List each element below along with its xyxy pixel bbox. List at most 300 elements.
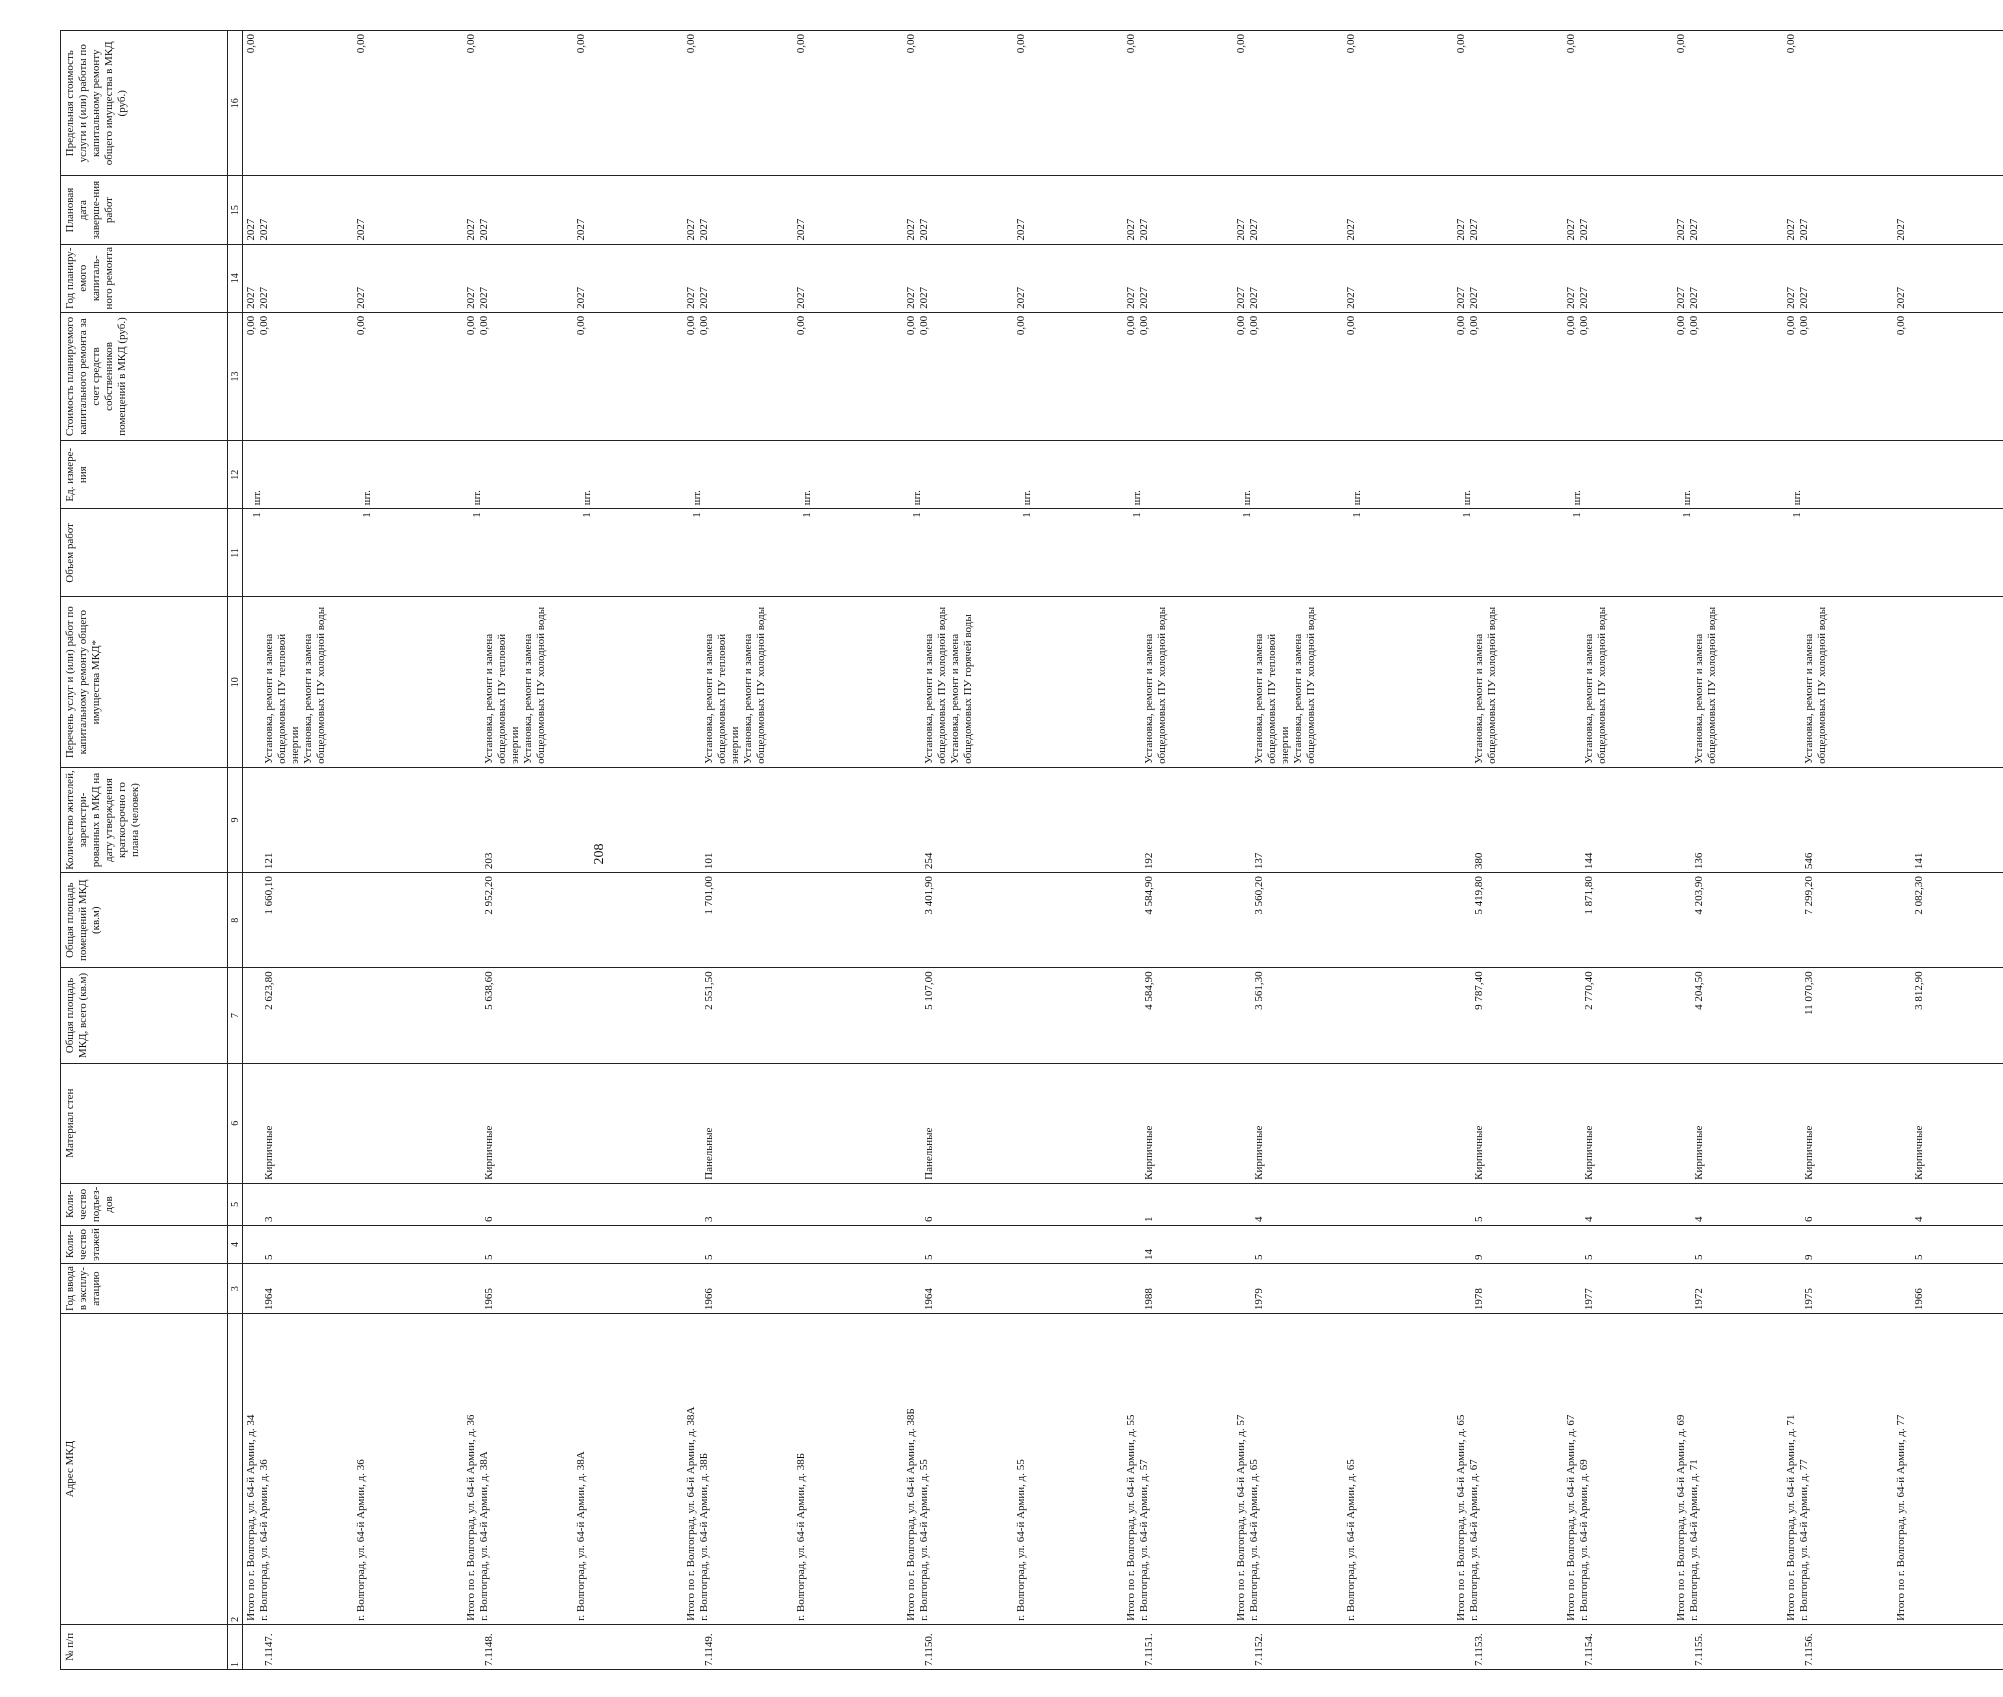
works-list-line: Установка, ремонт и замена общедомовых ПУ холодной воды xyxy=(522,606,547,764)
residents-cell: 144 xyxy=(1563,767,1673,872)
col-number: 14 xyxy=(228,244,243,312)
works-list-cell xyxy=(353,597,463,767)
cost-line: 0,00 xyxy=(1785,315,1797,336)
unit-cell: шт. xyxy=(683,441,793,509)
works-list-line: Установка, ремонт и замена общедомовых ПУ холодной воды xyxy=(1143,606,1168,764)
cost-line: 0,00 xyxy=(1248,315,1260,336)
floors-cell: 5 xyxy=(683,1225,793,1263)
planned-year-line: 2027 xyxy=(465,286,477,309)
residents-cell xyxy=(1013,767,1123,872)
cost-line: 0,00 xyxy=(1468,315,1480,336)
cost-line: 0,00 xyxy=(1345,315,1357,336)
room-area-cell: 5 419,80 xyxy=(1453,873,1563,968)
col-number: 2 xyxy=(228,1314,243,1625)
planned-year-line: 2027 xyxy=(1248,286,1260,309)
planned-year-cell xyxy=(1563,244,1673,312)
works-list-line: Установка, ремонт и замена общедомовых ПУ тепловой энергии xyxy=(703,633,741,764)
volume-cell: 1 xyxy=(243,509,354,597)
wall-material-cell: Кирпичные xyxy=(243,1063,354,1183)
end-date-cell xyxy=(1123,176,1233,244)
floors-cell: 5 xyxy=(903,1225,1013,1263)
room-area-cell xyxy=(353,873,463,968)
floors-cell: 9 xyxy=(1783,1225,1893,1263)
cost-line: 0,00 xyxy=(1455,315,1467,336)
table-row xyxy=(1233,31,1343,1670)
wall-material-cell: Кирпичные xyxy=(1783,1063,1893,1183)
cost-cell xyxy=(243,312,354,440)
end-date-line: 2027 xyxy=(1578,218,1590,241)
address-line: г. Волгоград, ул. 64-й Армии, д. 67 xyxy=(1468,1459,1480,1621)
unit-cell: шт. xyxy=(1123,441,1233,509)
works-list-cell xyxy=(1013,597,1123,767)
unit-cell: шт. xyxy=(1233,441,1343,509)
address-cell xyxy=(683,1314,793,1625)
address-line: г. Волгоград, ул. 64-й Армии, д. 77 xyxy=(1798,1459,1810,1621)
row-number-cell: 7.1151. xyxy=(1123,1624,1233,1669)
room-area-cell xyxy=(573,873,683,968)
end-date-cell xyxy=(353,176,463,244)
room-area-cell: 3 401,90 xyxy=(903,873,1013,968)
entrances-cell xyxy=(793,1183,903,1225)
col-header: Год ввода в эксплу-атацию xyxy=(61,1264,228,1314)
address-line: Итого по г. Волгоград, ул. 64-й Армии, д. 38Б xyxy=(905,1408,917,1621)
total-area-cell xyxy=(1013,968,1123,1063)
cost-line: 0,00 xyxy=(685,315,697,336)
end-date-line: 2027 xyxy=(478,218,490,241)
residents-cell xyxy=(1343,767,1453,872)
col-header: Адрес МКД xyxy=(61,1314,228,1625)
address-line: г. Волгоград, ул. 64-й Армии, д. 57 xyxy=(1138,1459,1150,1621)
address-line: г. Волгоград, ул. 64-й Армии, д. 65 xyxy=(1345,1459,1357,1621)
col-header: Количество жителей, зарегистри-рованных в МКД на дату утверждения краткосрочно го плана (человек) xyxy=(61,767,228,872)
planned-year-line: 2027 xyxy=(1565,286,1577,309)
room-area-cell: 1 701,00 xyxy=(683,873,793,968)
end-date-cell xyxy=(1893,176,2003,244)
end-date-cell xyxy=(573,176,683,244)
total-area-cell: 4 584,90 xyxy=(1123,968,1233,1063)
end-date-line: 2027 xyxy=(1798,218,1810,241)
cost-cell xyxy=(1673,312,1783,440)
row-number-cell: 7.1153. xyxy=(1453,1624,1563,1669)
address-line: г. Волгоград, ул. 64-й Армии, д. 36 xyxy=(258,1459,270,1621)
end-date-line: 2027 xyxy=(575,218,587,241)
table-row xyxy=(1893,31,2003,1670)
address-line: г. Волгоград, ул. 64-й Армии, д. 38Б xyxy=(795,1452,807,1621)
room-area-cell: 1 660,10 xyxy=(243,873,354,968)
entrances-cell xyxy=(1013,1183,1123,1225)
cost-cell xyxy=(1233,312,1343,440)
address-line: г. Волгоград, ул. 64-й Армии, д. 38А xyxy=(575,1451,587,1621)
planned-year-line: 2027 xyxy=(795,286,807,309)
address-cell xyxy=(1123,1314,1233,1625)
volume-cell: 1 xyxy=(463,509,573,597)
works-list-line: Установка, ремонт и замена общедомовых ПУ холодной воды xyxy=(1693,606,1718,764)
end-date-line: 2027 xyxy=(1248,218,1260,241)
address-line: г. Волгоград, ул. 64-й Армии, д. 55 xyxy=(918,1459,930,1621)
planned-year-line: 2027 xyxy=(1125,286,1137,309)
volume-cell xyxy=(1893,509,2003,597)
address-line: Итого по г. Волгоград, ул. 64-й Армии, д. 55 xyxy=(1125,1414,1137,1621)
entrances-cell: 6 xyxy=(463,1183,573,1225)
header-row xyxy=(61,31,228,1670)
unit-cell xyxy=(1893,441,2003,509)
col-number: 10 xyxy=(228,597,243,767)
floors-cell xyxy=(1013,1225,1123,1263)
table-row xyxy=(1343,31,1453,1670)
year-built-cell: 1979 xyxy=(1233,1264,1343,1314)
floors-cell: 5 xyxy=(1233,1225,1343,1263)
col-header: Материал стен xyxy=(61,1063,228,1183)
planned-year-line: 2027 xyxy=(918,286,930,309)
planned-year-cell xyxy=(463,244,573,312)
year-built-cell: 1964 xyxy=(243,1264,354,1314)
room-area-cell: 4 584,90 xyxy=(1123,873,1233,968)
total-area-cell: 2 551,50 xyxy=(683,968,793,1063)
year-built-cell: 1965 xyxy=(463,1264,573,1314)
cost-line: 0,00 xyxy=(1125,315,1137,336)
year-built-cell: 1975 xyxy=(1783,1264,1893,1314)
volume-cell: 1 xyxy=(1233,509,1343,597)
room-area-cell: 2 082,30 xyxy=(1893,873,2003,968)
address-line: Итого по г. Волгоград, ул. 64-й Армии, д. 77 xyxy=(1895,1414,1907,1621)
address-line: г. Волгоград, ул. 64-й Армии, д. 36 xyxy=(355,1459,367,1621)
limit-cost-cell: 0,00 xyxy=(1453,31,1563,177)
table-body xyxy=(243,31,2003,1670)
limit-cost-cell: 0,00 xyxy=(353,31,463,177)
year-built-cell xyxy=(793,1264,903,1314)
col-number: 12 xyxy=(228,441,243,509)
end-date-line: 2027 xyxy=(355,218,367,241)
year-built-cell xyxy=(1013,1264,1123,1314)
unit-cell: шт. xyxy=(1013,441,1123,509)
table-row xyxy=(1453,31,1563,1670)
cost-line: 0,00 xyxy=(1138,315,1150,336)
planned-year-line: 2027 xyxy=(1345,286,1357,309)
col-number: 1 xyxy=(228,1624,243,1669)
planned-year-line: 2027 xyxy=(258,286,270,309)
planned-year-cell xyxy=(793,244,903,312)
cost-line: 0,00 xyxy=(905,315,917,336)
limit-cost-cell: 0,00 xyxy=(1673,31,1783,177)
planned-year-line: 2027 xyxy=(1468,286,1480,309)
works-list-cell xyxy=(1893,597,2003,767)
page-number: 208 xyxy=(592,843,607,865)
planned-year-line: 2027 xyxy=(1675,286,1687,309)
address-cell xyxy=(1893,1314,2003,1625)
cost-cell xyxy=(1013,312,1123,440)
entrances-cell: 6 xyxy=(1783,1183,1893,1225)
address-line: Итого по г. Волгоград, ул. 64-й Армии, д. 36 xyxy=(465,1414,477,1621)
volume-cell: 1 xyxy=(683,509,793,597)
wall-material-cell xyxy=(793,1063,903,1183)
end-date-line: 2027 xyxy=(1468,218,1480,241)
col-header: Коли-чество этажей xyxy=(61,1225,228,1263)
planned-year-cell xyxy=(683,244,793,312)
works-list-line: Установка, ремонт и замена общедомовых ПУ холодной воды xyxy=(1292,606,1317,764)
entrances-cell xyxy=(1343,1183,1453,1225)
unit-cell: шт. xyxy=(1673,441,1783,509)
address-cell xyxy=(573,1314,683,1625)
cost-line: 0,00 xyxy=(258,315,270,336)
room-area-cell: 7 299,20 xyxy=(1783,873,1893,968)
works-list-cell xyxy=(1783,597,1893,767)
room-area-cell xyxy=(1013,873,1123,968)
unit-cell: шт. xyxy=(793,441,903,509)
end-date-line: 2027 xyxy=(1895,218,1907,241)
end-date-cell xyxy=(463,176,573,244)
room-area-cell: 2 952,20 xyxy=(463,873,573,968)
row-number-cell: 7.1156. xyxy=(1783,1624,1893,1669)
end-date-cell xyxy=(1783,176,1893,244)
address-line: г. Волгоград, ул. 64-й Армии, д. 65 xyxy=(1248,1459,1260,1621)
unit-cell: шт. xyxy=(243,441,354,509)
row-number-cell xyxy=(353,1624,463,1669)
floors-cell: 5 xyxy=(463,1225,573,1263)
table-row xyxy=(1783,31,1893,1670)
row-number-cell: 7.1148. xyxy=(463,1624,573,1669)
cost-line: 0,00 xyxy=(1895,315,1907,336)
cost-line: 0,00 xyxy=(1578,315,1590,336)
entrances-cell xyxy=(353,1183,463,1225)
planned-year-cell xyxy=(903,244,1013,312)
col-header: № п/п xyxy=(61,1624,228,1669)
room-area-cell: 1 871,80 xyxy=(1563,873,1673,968)
works-list-cell xyxy=(683,597,793,767)
col-number: 11 xyxy=(228,509,243,597)
planned-year-line: 2027 xyxy=(1578,286,1590,309)
cost-line: 0,00 xyxy=(465,315,477,336)
end-date-cell xyxy=(1563,176,1673,244)
wall-material-cell xyxy=(353,1063,463,1183)
limit-cost-cell: 0,00 xyxy=(793,31,903,177)
planned-year-line: 2027 xyxy=(905,286,917,309)
planned-year-line: 2027 xyxy=(1895,286,1907,309)
planned-year-cell xyxy=(1343,244,1453,312)
table-row xyxy=(573,31,683,1670)
address-line: г. Волгоград, ул. 64-й Армии, д. 38Б xyxy=(698,1452,710,1621)
entrances-cell: 4 xyxy=(1563,1183,1673,1225)
cost-cell xyxy=(1123,312,1233,440)
end-date-line: 2027 xyxy=(258,218,270,241)
cost-line: 0,00 xyxy=(1688,315,1700,336)
limit-cost-cell xyxy=(1893,31,2003,177)
cost-cell xyxy=(1453,312,1563,440)
col-number: 9 xyxy=(228,767,243,872)
col-number: 3 xyxy=(228,1264,243,1314)
year-built-cell: 1964 xyxy=(903,1264,1013,1314)
cost-line: 0,00 xyxy=(245,315,257,336)
end-date-line: 2027 xyxy=(698,218,710,241)
row-number-cell: 7.1150. xyxy=(903,1624,1013,1669)
col-number: 8 xyxy=(228,873,243,968)
works-list-cell xyxy=(243,597,354,767)
planned-year-cell xyxy=(573,244,683,312)
col-number: 6 xyxy=(228,1063,243,1183)
wall-material-cell: Панельные xyxy=(683,1063,793,1183)
planned-year-line: 2027 xyxy=(575,286,587,309)
total-area-cell xyxy=(353,968,463,1063)
end-date-cell xyxy=(1013,176,1123,244)
cost-cell xyxy=(683,312,793,440)
address-line: Итого по г. Волгоград, ул. 64-й Армии, д. 65 xyxy=(1455,1414,1467,1621)
cost-cell xyxy=(793,312,903,440)
limit-cost-cell: 0,00 xyxy=(903,31,1013,177)
col-header: Коли-чество подъез-дов xyxy=(61,1183,228,1225)
total-area-cell: 11 070,30 xyxy=(1783,968,1893,1063)
end-date-cell xyxy=(1233,176,1343,244)
unit-cell: шт. xyxy=(353,441,463,509)
entrances-cell: 3 xyxy=(683,1183,793,1225)
volume-cell: 1 xyxy=(573,509,683,597)
end-date-line: 2027 xyxy=(795,218,807,241)
floors-cell: 5 xyxy=(243,1225,354,1263)
address-cell xyxy=(1343,1314,1453,1625)
end-date-line: 2027 xyxy=(1138,218,1150,241)
room-area-cell: 3 560,20 xyxy=(1233,873,1343,968)
residents-cell: 121 xyxy=(243,767,354,872)
planned-year-cell xyxy=(1233,244,1343,312)
end-date-line: 2027 xyxy=(1675,218,1687,241)
col-number: 13 xyxy=(228,312,243,440)
total-area-cell: 3 561,30 xyxy=(1233,968,1343,1063)
end-date-line: 2027 xyxy=(1235,218,1247,241)
residents-cell: 380 xyxy=(1453,767,1563,872)
address-cell xyxy=(903,1314,1013,1625)
residents-cell: 101 xyxy=(683,767,793,872)
works-list-cell xyxy=(1123,597,1233,767)
cost-line: 0,00 xyxy=(1015,315,1027,336)
row-number-cell: 7.1152. xyxy=(1233,1624,1343,1669)
unit-cell: шт. xyxy=(1453,441,1563,509)
unit-cell: шт. xyxy=(1563,441,1673,509)
col-number: 7 xyxy=(228,968,243,1063)
end-date-line: 2027 xyxy=(1455,218,1467,241)
repair-plan-table xyxy=(60,30,2003,1670)
col-number: 16 xyxy=(228,31,243,177)
wall-material-cell: Кирпичные xyxy=(1673,1063,1783,1183)
planned-year-cell xyxy=(243,244,354,312)
end-date-cell xyxy=(1673,176,1783,244)
wall-material-cell: Кирпичные xyxy=(1453,1063,1563,1183)
total-area-cell: 2 770,40 xyxy=(1563,968,1673,1063)
works-list-cell xyxy=(1563,597,1673,767)
end-date-line: 2027 xyxy=(685,218,697,241)
planned-year-line: 2027 xyxy=(245,286,257,309)
planned-year-line: 2027 xyxy=(1785,286,1797,309)
floors-cell: 9 xyxy=(1453,1225,1563,1263)
limit-cost-cell: 0,00 xyxy=(463,31,573,177)
year-built-cell: 1966 xyxy=(1893,1264,2003,1314)
volume-cell: 1 xyxy=(1013,509,1123,597)
address-line: г. Волгоград, ул. 64-й Армии, д. 71 xyxy=(1688,1459,1700,1621)
total-area-cell xyxy=(793,968,903,1063)
total-area-cell: 4 204,50 xyxy=(1673,968,1783,1063)
limit-cost-cell: 0,00 xyxy=(683,31,793,177)
room-area-cell xyxy=(793,873,903,968)
floors-cell xyxy=(1343,1225,1453,1263)
works-list-cell xyxy=(1233,597,1343,767)
entrances-cell: 4 xyxy=(1893,1183,2003,1225)
works-list-line: Установка, ремонт и замена общедомовых ПУ холодной воды xyxy=(1803,606,1828,764)
col-header: Ед. измере-ния xyxy=(61,441,228,509)
planned-year-cell xyxy=(1673,244,1783,312)
cost-line: 0,00 xyxy=(795,315,807,336)
address-cell xyxy=(1233,1314,1343,1625)
floors-cell: 5 xyxy=(1893,1225,2003,1263)
volume-cell: 1 xyxy=(1123,509,1233,597)
end-date-cell xyxy=(683,176,793,244)
planned-year-line: 2027 xyxy=(698,286,710,309)
floors-cell xyxy=(573,1225,683,1263)
total-area-cell: 9 787,40 xyxy=(1453,968,1563,1063)
table-row xyxy=(793,31,903,1670)
col-header: Общая площадь помещений МКД (кв.м) xyxy=(61,873,228,968)
residents-cell: 137 xyxy=(1233,767,1343,872)
total-area-cell: 2 623,80 xyxy=(243,968,354,1063)
floors-cell xyxy=(793,1225,903,1263)
floors-cell: 5 xyxy=(1563,1225,1673,1263)
end-date-line: 2027 xyxy=(1785,218,1797,241)
cost-line: 0,00 xyxy=(478,315,490,336)
row-number-cell: 7.1155. xyxy=(1673,1624,1783,1669)
wall-material-cell: Кирпичные xyxy=(1123,1063,1233,1183)
entrances-cell xyxy=(573,1183,683,1225)
works-list-line: Установка, ремонт и замена общедомовых ПУ тепловой энергии xyxy=(263,633,301,764)
entrances-cell: 6 xyxy=(903,1183,1013,1225)
limit-cost-cell: 0,00 xyxy=(573,31,683,177)
year-built-cell: 1978 xyxy=(1453,1264,1563,1314)
wall-material-cell xyxy=(1343,1063,1453,1183)
col-number: 4 xyxy=(228,1225,243,1263)
end-date-cell xyxy=(243,176,354,244)
row-number-cell xyxy=(1893,1624,2003,1669)
residents-cell: 546 xyxy=(1783,767,1893,872)
planned-year-line: 2027 xyxy=(1235,286,1247,309)
end-date-line: 2027 xyxy=(1125,218,1137,241)
address-line: Итого по г. Волгоград, ул. 64-й Армии, д. 38А xyxy=(685,1406,697,1621)
end-date-line: 2027 xyxy=(1688,218,1700,241)
volume-cell: 1 xyxy=(1673,509,1783,597)
works-list-cell xyxy=(793,597,903,767)
cost-cell xyxy=(1343,312,1453,440)
table-row xyxy=(1123,31,1233,1670)
cost-line: 0,00 xyxy=(575,315,587,336)
planned-year-line: 2027 xyxy=(355,286,367,309)
residents-cell: 192 xyxy=(1123,767,1233,872)
volume-cell: 1 xyxy=(793,509,903,597)
address-line: Итого по г. Волгоград, ул. 64-й Армии, д. 71 xyxy=(1785,1414,1797,1621)
limit-cost-cell: 0,00 xyxy=(1233,31,1343,177)
table-row xyxy=(1673,31,1783,1670)
works-list-cell xyxy=(903,597,1013,767)
end-date-line: 2027 xyxy=(1345,218,1357,241)
unit-cell: шт. xyxy=(573,441,683,509)
wall-material-cell xyxy=(573,1063,683,1183)
year-built-cell: 1966 xyxy=(683,1264,793,1314)
planned-year-cell xyxy=(1123,244,1233,312)
col-header: Предельная стоимость услуги и (или) работы по капитальному ремонту общего имущества в МКД (руб.) xyxy=(61,31,228,177)
table-row xyxy=(683,31,793,1670)
volume-cell: 1 xyxy=(1563,509,1673,597)
address-cell xyxy=(1013,1314,1123,1625)
table-row xyxy=(1563,31,1673,1670)
room-area-cell: 4 203,90 xyxy=(1673,873,1783,968)
floors-cell: 14 xyxy=(1123,1225,1233,1263)
wall-material-cell: Панельные xyxy=(903,1063,1013,1183)
planned-year-line: 2027 xyxy=(685,286,697,309)
year-built-cell xyxy=(1343,1264,1453,1314)
col-header: Перечень услуг и (или) работ по капитальному ремонту общего имущества МКД* xyxy=(61,597,228,767)
